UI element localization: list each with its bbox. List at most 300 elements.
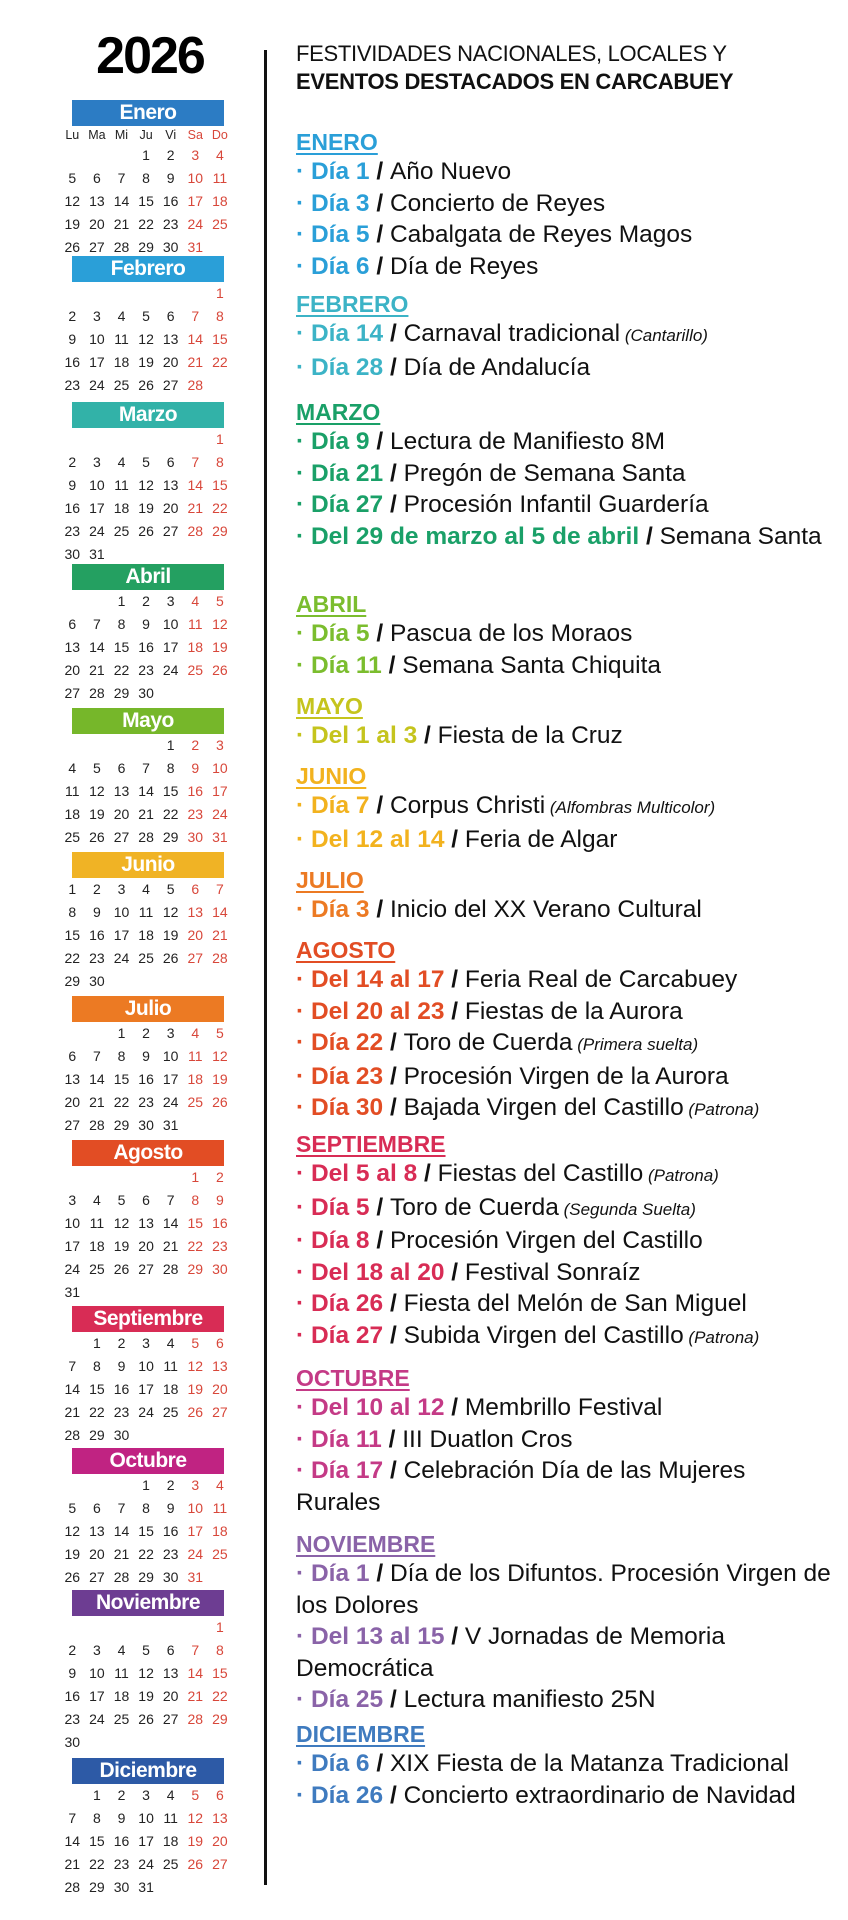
event-item — [296, 156, 836, 188]
calendar-day: 9 — [191, 760, 200, 776]
calendar-day: 23 — [138, 1094, 154, 1110]
calendar-day: 29 — [187, 1261, 204, 1277]
weekday-label: Mi — [114, 128, 129, 142]
event-date: · Día 5 — [296, 620, 370, 647]
calendar-day: 23 — [64, 523, 81, 539]
calendar-day: 1 — [191, 1169, 200, 1185]
calendar-day: 18 — [64, 806, 81, 822]
calendar-day: 24 — [64, 1261, 81, 1277]
calendar-day: 20 — [212, 1381, 228, 1397]
calendar-day: 8 — [215, 454, 224, 470]
event-title: Día de Andalucía — [403, 353, 591, 381]
calendar-day: 27 — [162, 523, 179, 539]
calendar-day: 24 — [89, 523, 105, 539]
calendar-day: 16 — [113, 1381, 130, 1397]
weekday-label: Sa — [187, 128, 203, 142]
calendar-day: 4 — [166, 1335, 175, 1351]
event-date: · Del 14 al 17 — [296, 966, 445, 993]
calendar-day: 26 — [187, 1856, 204, 1872]
event-title: Toro de Cuerda — [403, 1029, 573, 1056]
calendar-day: 11 — [212, 1500, 228, 1516]
calendar-day: 2 — [166, 147, 175, 163]
calendar-day: 27 — [64, 685, 81, 701]
event-item — [296, 894, 836, 926]
empty-day — [183, 1616, 208, 1639]
calendar-day: 17 — [187, 1523, 204, 1539]
calendar-day: 17 — [89, 1688, 105, 1704]
empty-day — [183, 282, 208, 305]
calendar-day: 6 — [166, 1642, 175, 1658]
calendar-day: 14 — [212, 904, 228, 920]
calendar-day: 28 — [187, 523, 204, 539]
calendar-day: 15 — [212, 331, 228, 347]
event-note: (Alfombras Multicolor) — [545, 798, 716, 817]
events-month-heading: OCTUBRE — [296, 1365, 410, 1391]
calendar-month-noviembre — [60, 1590, 240, 1754]
event-separator: / — [639, 522, 660, 550]
calendar-day: 16 — [138, 639, 154, 655]
calendar-month-diciembre — [60, 1758, 240, 1899]
calendar-day: 10 — [64, 1215, 81, 1231]
calendar-day: 16 — [89, 927, 105, 943]
calendar-day: 30 — [113, 1879, 130, 1895]
event-item — [296, 996, 836, 1028]
calendar-day: 31 — [212, 829, 228, 845]
calendar-day: 14 — [138, 783, 154, 799]
calendar-day: 29 — [138, 1569, 154, 1585]
calendar-day: 7 — [215, 881, 224, 897]
event-date: · Del 1 al 3 — [296, 722, 418, 749]
calendar-day: 23 — [212, 1238, 228, 1254]
calendar-day: 24 — [187, 1546, 204, 1562]
event-item — [296, 1392, 836, 1424]
empty-day — [60, 144, 85, 167]
calendar-month-enero — [60, 100, 240, 259]
calendar-day: 13 — [113, 783, 130, 799]
calendar-day: 25 — [138, 950, 154, 966]
event-item — [296, 458, 836, 490]
calendar-day: 29 — [212, 523, 228, 539]
calendar-day: 24 — [89, 377, 105, 393]
event-separator: / — [383, 491, 404, 518]
calendar-day: 3 — [92, 454, 101, 470]
event-title: Concierto extraordinario de Navidad — [403, 1781, 796, 1809]
calendar-day: 22 — [89, 1404, 105, 1420]
event-title: Procesión Infantil Guardería — [403, 491, 709, 518]
calendar-day: 10 — [89, 477, 105, 493]
calendar-day: 2 — [142, 593, 150, 609]
calendar-day: 26 — [187, 1404, 204, 1420]
event-separator: / — [444, 1394, 465, 1421]
event-title: Pascua de los Moraos — [389, 620, 633, 647]
calendar-day: 9 — [68, 477, 77, 493]
calendar-days-grid — [60, 1784, 240, 1899]
calendar-day: 9 — [166, 1500, 175, 1516]
calendar-day: 13 — [89, 1523, 105, 1539]
empty-day — [85, 1166, 110, 1189]
calendar-day: 13 — [162, 331, 179, 347]
calendar-day: 3 — [191, 1477, 200, 1493]
events-month-heading: SEPTIEMBRE — [296, 1131, 446, 1157]
events-month-febrero — [296, 290, 836, 383]
events-month-heading: ABRIL — [296, 591, 367, 617]
calendar-month-header: Enero — [72, 100, 224, 126]
calendar-day: 9 — [68, 331, 77, 347]
calendar-day: 22 — [212, 1688, 228, 1704]
event-title: Toro de Cuerda — [389, 1193, 559, 1221]
calendar-day: 14 — [187, 1665, 204, 1681]
event-separator: / — [369, 896, 390, 923]
events-month-abril — [296, 590, 836, 681]
event-separator: / — [369, 792, 390, 819]
year-title: 2026 — [96, 27, 204, 85]
event-title: Pregón de Semana Santa — [403, 459, 686, 487]
calendar-days-grid — [60, 282, 240, 397]
calendar-day: 7 — [191, 454, 200, 470]
event-date: · Día 14 — [296, 320, 384, 347]
calendar-day: 15 — [89, 1833, 105, 1849]
calendar-day: 2 — [117, 1787, 126, 1803]
calendar-day: 21 — [89, 1094, 105, 1110]
calendar-day: 7 — [191, 308, 200, 324]
calendar-day: 8 — [68, 904, 77, 920]
calendar-month-header: Mayo — [72, 708, 224, 734]
empty-day — [158, 282, 183, 305]
events-month-octubre — [296, 1364, 836, 1518]
calendar-day: 19 — [162, 927, 179, 943]
calendar-day: 15 — [212, 1665, 228, 1681]
calendar-day: 25 — [64, 829, 81, 845]
calendar-day: 5 — [92, 760, 101, 776]
calendar-month-header: Julio — [72, 996, 224, 1022]
events-month-noviembre — [296, 1530, 836, 1716]
event-title: Subida Virgen del Castillo — [403, 1321, 684, 1349]
calendar-day: 22 — [138, 216, 154, 232]
event-title: Cabalgata de Reyes Magos — [389, 221, 693, 248]
event-date: · Día 26 — [296, 1290, 384, 1317]
calendar-day: 4 — [215, 147, 224, 163]
calendar-day: 29 — [113, 685, 130, 701]
calendar-day: 13 — [64, 1071, 81, 1087]
empty-day — [60, 1166, 85, 1189]
calendar-day: 15 — [138, 193, 154, 209]
empty-day — [134, 428, 159, 451]
calendar-day: 19 — [64, 1546, 81, 1562]
event-date: · Día 5 — [296, 1193, 370, 1221]
calendar-day: 8 — [117, 616, 126, 632]
calendar-day: 18 — [212, 193, 228, 209]
calendar-day: 18 — [113, 500, 130, 516]
calendar-day: 20 — [64, 662, 81, 678]
calendar-day: 11 — [114, 1665, 129, 1681]
calendar-day: 28 — [138, 829, 154, 845]
event-date: · Día 21 — [296, 459, 384, 487]
calendar-day: 27 — [162, 1711, 179, 1727]
calendar-day: 8 — [92, 1358, 101, 1374]
calendar-day: 26 — [162, 950, 179, 966]
event-date: · Del 13 al 15 — [296, 1623, 445, 1650]
event-title: Festival Sonraíz — [464, 1258, 641, 1286]
calendar-day: 18 — [162, 1381, 179, 1397]
calendar-day: 2 — [92, 881, 101, 897]
calendar-day: 16 — [138, 1071, 154, 1087]
calendar-day: 25 — [113, 1711, 130, 1727]
empty-day — [60, 1616, 85, 1639]
calendar-day: 19 — [113, 1238, 130, 1254]
calendar-day: 3 — [166, 1025, 175, 1041]
empty-day — [85, 734, 110, 757]
calendar-day: 31 — [89, 546, 105, 562]
event-date: · Día 23 — [296, 1062, 384, 1090]
calendar-day: 15 — [187, 1215, 204, 1231]
event-title: Año Nuevo — [389, 158, 512, 185]
event-date: · Día 26 — [296, 1781, 384, 1809]
events-header — [296, 40, 836, 96]
event-title: Día de Reyes — [389, 252, 539, 280]
calendar-day: 6 — [92, 1500, 101, 1516]
calendar-day: 25 — [113, 523, 130, 539]
calendar-day: 3 — [215, 737, 224, 753]
event-note: (Cantarillo) — [620, 326, 708, 345]
calendar-day: 9 — [117, 1810, 126, 1826]
calendar-day: 18 — [89, 1238, 105, 1254]
calendar-day: 1 — [166, 737, 175, 753]
calendar-day: 12 — [212, 616, 228, 632]
calendar-days-grid — [60, 734, 240, 849]
calendar-day: 7 — [68, 1358, 77, 1374]
calendar-month-header: Febrero — [72, 256, 224, 282]
event-separator: / — [381, 651, 403, 679]
calendar-day: 5 — [191, 1335, 200, 1351]
calendar-day: 7 — [191, 1642, 200, 1658]
calendar-days-grid — [60, 1022, 240, 1137]
header-line-1: FESTIVIDADES NACIONALES, LOCALES Y — [296, 41, 727, 66]
calendar-day: 7 — [92, 616, 101, 632]
calendar-day: 21 — [187, 1688, 204, 1704]
calendar-day: 26 — [212, 1094, 228, 1110]
calendar-day: 4 — [166, 1787, 175, 1803]
calendar-month-septiembre — [60, 1306, 240, 1447]
calendar-month-marzo — [60, 402, 240, 566]
event-date: · Día 1 — [296, 1560, 370, 1587]
calendar-day: 8 — [117, 1048, 126, 1064]
calendar-day: 5 — [142, 1642, 150, 1658]
calendar-day: 23 — [113, 1856, 130, 1872]
calendar-day: 3 — [142, 1335, 150, 1351]
event-date: · Día 9 — [296, 428, 370, 455]
calendar-day: 14 — [187, 331, 204, 347]
event-separator: / — [369, 252, 390, 280]
event-date: · Día 30 — [296, 1094, 384, 1121]
calendar-day: 25 — [162, 1404, 179, 1420]
calendar-day: 12 — [113, 1215, 130, 1231]
calendar-day: 19 — [138, 354, 154, 370]
event-item — [296, 1192, 836, 1226]
calendar-day: 10 — [162, 616, 179, 632]
calendar-day: 22 — [64, 950, 81, 966]
empty-day — [109, 428, 134, 451]
events-month-diciembre — [296, 1720, 836, 1811]
events-month-junio — [296, 762, 836, 855]
event-title: Semana Santa — [659, 522, 822, 550]
calendar-day: 19 — [187, 1381, 204, 1397]
calendar-day: 2 — [117, 1335, 126, 1351]
calendar-day: 23 — [113, 1404, 130, 1420]
calendar-day: 13 — [162, 477, 179, 493]
calendar-day: 22 — [187, 1238, 204, 1254]
event-item — [296, 1780, 836, 1812]
calendar-day: 7 — [68, 1810, 77, 1826]
calendar-day: 9 — [142, 1048, 150, 1064]
event-title: Fiestas del Castillo — [437, 1160, 644, 1187]
event-date: · Día 5 — [296, 221, 370, 248]
empty-day — [60, 734, 85, 757]
calendar-day: 9 — [68, 1665, 77, 1681]
calendar-day: 24 — [162, 662, 179, 678]
calendar-day: 11 — [163, 1810, 178, 1826]
event-date: · Día 22 — [296, 1029, 384, 1056]
calendar-day: 14 — [89, 1071, 105, 1087]
event-separator: / — [369, 221, 390, 248]
calendar-day: 20 — [89, 216, 105, 232]
calendar-day: 4 — [117, 308, 126, 324]
events-month-julio — [296, 866, 836, 926]
calendar-day: 2 — [68, 454, 77, 470]
event-note: (Patrona) — [683, 1100, 760, 1119]
calendar-day: 8 — [166, 760, 175, 776]
calendar-month-octubre — [60, 1448, 240, 1589]
calendar-day: 9 — [215, 1192, 224, 1208]
event-date: · Día 27 — [296, 1321, 384, 1349]
calendar-day: 3 — [142, 1787, 150, 1803]
calendar-days-grid — [60, 590, 240, 705]
event-date: · Día 8 — [296, 1227, 370, 1254]
calendar-day: 7 — [117, 1500, 126, 1516]
event-title: V Jornadas de Memoria Democrática — [296, 1623, 725, 1682]
calendar-day: 26 — [138, 1711, 154, 1727]
calendar-day: 14 — [89, 639, 105, 655]
calendar-day: 4 — [92, 1192, 101, 1208]
calendar-day: 1 — [92, 1787, 101, 1803]
empty-day — [134, 734, 159, 757]
calendar-day: 25 — [113, 377, 130, 393]
event-separator: / — [369, 1750, 390, 1777]
calendar-day: 30 — [138, 685, 154, 701]
event-item — [296, 1424, 836, 1456]
calendar-day: 28 — [89, 685, 105, 701]
calendar-day: 19 — [187, 1833, 204, 1849]
event-separator: / — [369, 428, 390, 455]
events-month-heading: JUNIO — [296, 763, 367, 789]
calendar-day: 29 — [64, 973, 81, 989]
calendar-day: 27 — [138, 1261, 154, 1277]
calendar-day: 24 — [113, 950, 130, 966]
empty-day — [60, 590, 85, 613]
calendar-day: 7 — [166, 1192, 175, 1208]
calendar-day: 5 — [117, 1192, 126, 1208]
empty-day — [85, 1022, 110, 1045]
empty-day — [60, 1474, 85, 1497]
event-item — [296, 426, 836, 458]
calendar-day: 5 — [166, 881, 175, 897]
calendar-month-header: Agosto — [72, 1140, 224, 1166]
calendar-day: 2 — [68, 1642, 77, 1658]
event-item — [296, 1092, 836, 1126]
calendar-month-agosto — [60, 1140, 240, 1304]
calendar-day: 12 — [64, 193, 81, 209]
calendar-month-header: Septiembre — [72, 1306, 224, 1332]
empty-day — [85, 428, 110, 451]
event-item — [296, 188, 836, 220]
empty-day — [158, 1616, 183, 1639]
calendar-day: 31 — [64, 1284, 81, 1300]
event-title: Día de los Difuntos. Procesión Virgen de los Dolores — [296, 1560, 831, 1619]
event-date: · Día 11 — [296, 1425, 382, 1453]
calendar-day: 20 — [89, 1546, 105, 1562]
empty-day — [158, 1166, 183, 1189]
calendar-day: 10 — [212, 760, 228, 776]
calendar-day: 17 — [64, 1238, 81, 1254]
weekday-label: Do — [211, 128, 228, 142]
calendar-day: 31 — [187, 1569, 204, 1585]
calendar-day: 2 — [215, 1169, 224, 1185]
calendar-day: 25 — [212, 1546, 228, 1562]
empty-day — [109, 1474, 134, 1497]
calendar-day: 31 — [187, 239, 204, 255]
calendar-day: 10 — [138, 1358, 154, 1374]
calendar-day: 20 — [187, 927, 204, 943]
calendar-day: 1 — [142, 147, 150, 163]
calendar-day: 17 — [162, 639, 179, 655]
calendar-day: 6 — [166, 454, 175, 470]
calendar-day: 10 — [138, 1810, 154, 1826]
calendar-day: 16 — [64, 1688, 81, 1704]
empty-day — [109, 282, 134, 305]
calendar-day: 18 — [212, 1523, 228, 1539]
calendar-day: 27 — [89, 239, 105, 255]
event-date: · Día 27 — [296, 491, 384, 518]
event-separator: / — [383, 1321, 404, 1349]
calendar-day: 23 — [64, 1711, 81, 1727]
calendar-day: 12 — [138, 331, 154, 347]
calendar-month-header: Marzo — [72, 402, 224, 428]
calendar-day: 19 — [64, 216, 81, 232]
calendar-day: 26 — [113, 1261, 130, 1277]
events-month-heading: NOVIEMBRE — [296, 1531, 436, 1557]
calendar-month-header: Abril — [72, 564, 224, 590]
calendar-day: 22 — [89, 1856, 105, 1872]
calendar-day: 17 — [89, 354, 105, 370]
event-separator: / — [369, 620, 390, 647]
calendar-day: 22 — [113, 662, 130, 678]
calendar-day: 4 — [191, 1025, 200, 1041]
event-separator: / — [383, 1686, 404, 1713]
calendar-day: 4 — [215, 1477, 224, 1493]
calendar-day: 2 — [166, 1477, 175, 1493]
event-item — [296, 352, 836, 384]
calendar-day: 14 — [113, 1523, 130, 1539]
empty-day — [134, 282, 159, 305]
calendar-day: 16 — [64, 500, 81, 516]
event-separator: / — [444, 966, 465, 993]
calendar-day: 17 — [162, 1071, 179, 1087]
calendar-day: 11 — [65, 783, 80, 799]
calendar-day: 14 — [113, 193, 130, 209]
empty-day — [85, 1474, 110, 1497]
calendar-day: 4 — [68, 760, 77, 776]
calendar-month-mayo — [60, 708, 240, 849]
calendar-day: 2 — [68, 308, 77, 324]
